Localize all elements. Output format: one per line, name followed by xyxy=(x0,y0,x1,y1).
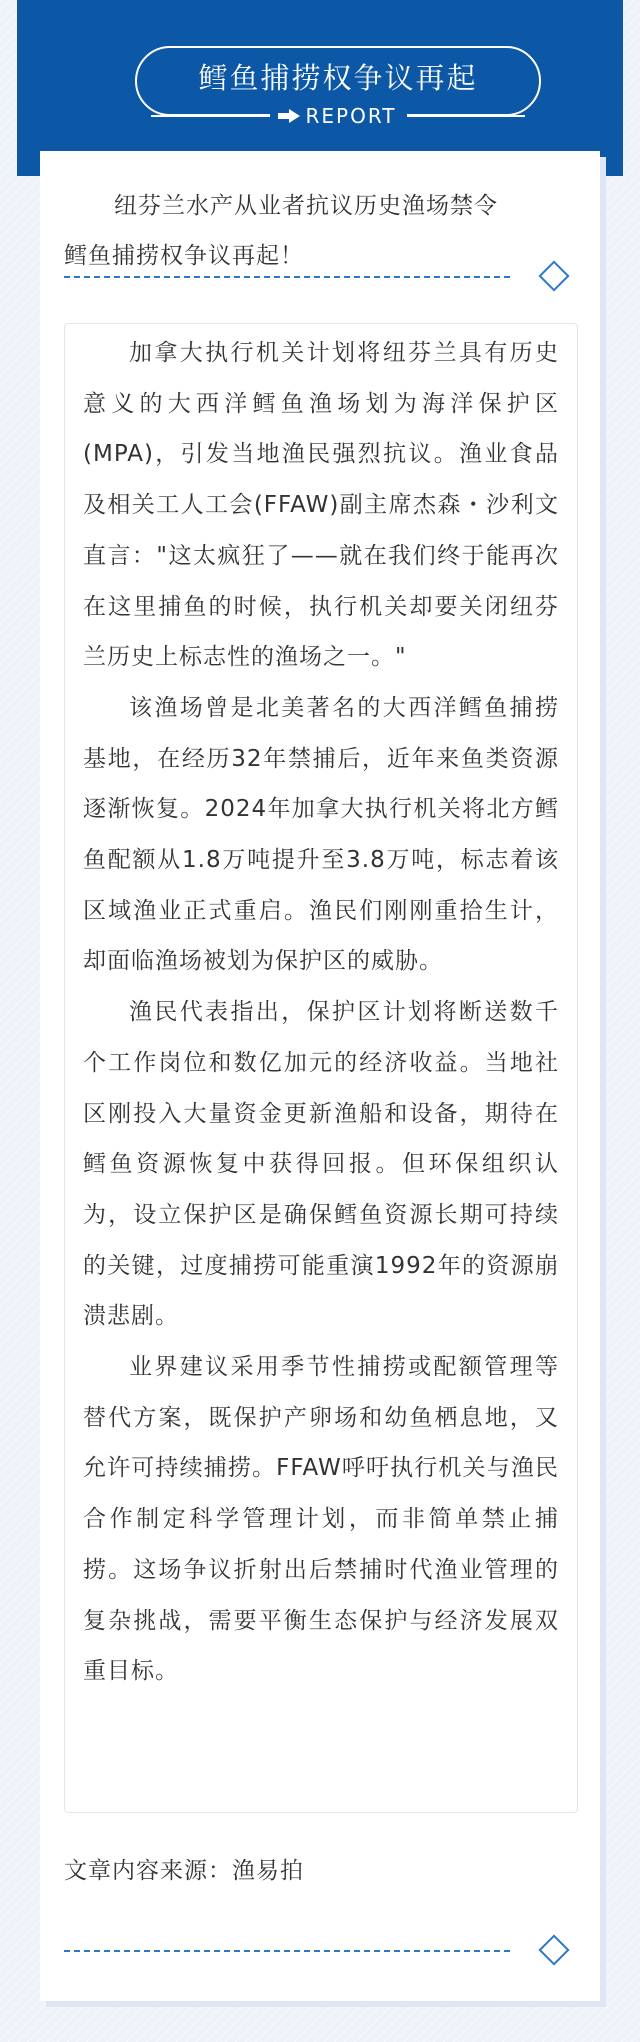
page-title: 鳕鱼捕捞权争议再起 xyxy=(198,61,478,95)
article-paragraph: 加拿大执行机关计划将纽芬兰具有历史意义的大西洋鳕鱼渔场划为海洋保护区(MPA)，引发当地渔民强烈抗议。渔业食品及相关工人工会(FFAW)副主席杰森・沙利文直言："这太疯狂了——就在我们终于能再次在这里捕鱼的时候，执行机关却要关闭纽芬兰历史上标志性的渔场之一。" xyxy=(83,340,559,671)
article-body-box xyxy=(64,323,578,1813)
diamond-icon xyxy=(538,1934,569,1965)
dashed-divider xyxy=(64,276,510,278)
divider-line-left xyxy=(151,115,270,117)
article-card xyxy=(40,151,600,2001)
report-tag xyxy=(270,102,407,130)
header-banner xyxy=(17,0,623,176)
article-paragraph: 业界建议采用季节性捕捞或配额管理等替代方案，既保护产卵场和幼鱼栖息地，又允许可持续捕捞。FFAW呼吁执行机关与渔民合作制定科学管理计划，而非简单禁止捕捞。这场争议折射出后禁捕时代渔业管理的复杂挑战，需要平衡生态保护与经济发展双重目标。 xyxy=(83,1354,559,1685)
arrow-right-icon xyxy=(278,109,300,123)
article-body xyxy=(83,328,559,1697)
intro-block xyxy=(64,181,574,281)
dashed-divider xyxy=(64,1950,510,1952)
report-label: REPORT xyxy=(305,104,397,128)
report-divider xyxy=(151,101,525,131)
article-source: 文章内容来源：渔易拍 xyxy=(64,1858,304,1884)
intro-line-2: 鳕鱼捕捞权争议再起！ xyxy=(64,243,304,269)
divider-line-right xyxy=(407,115,526,117)
intro-line-1: 纽芬兰水产从业者抗议历史渔场禁令 xyxy=(114,193,498,219)
article-paragraph: 该渔场曾是北美著名的大西洋鳕鱼捕捞基地，在经历32年禁捕后，近年来鱼类资源逐渐恢复。2024年加拿大执行机关将北方鳕鱼配额从1.8万吨提升至3.8万吨，标志着该区域渔业正式重启。渔民们刚刚重拾生计，却面临渔场被划为保护区的威胁。 xyxy=(83,694,559,975)
article-paragraph: 渔民代表指出，保护区计划将断送数千个工作岗位和数亿加元的经济收益。当地社区刚投入大量资金更新渔船和设备，期待在鳕鱼资源恢复中获得回报。但环保组织认为，设立保护区是确保鳕鱼资源长期可持续的关键，过度捕捞可能重演1992年的资源崩溃悲剧。 xyxy=(83,999,559,1330)
